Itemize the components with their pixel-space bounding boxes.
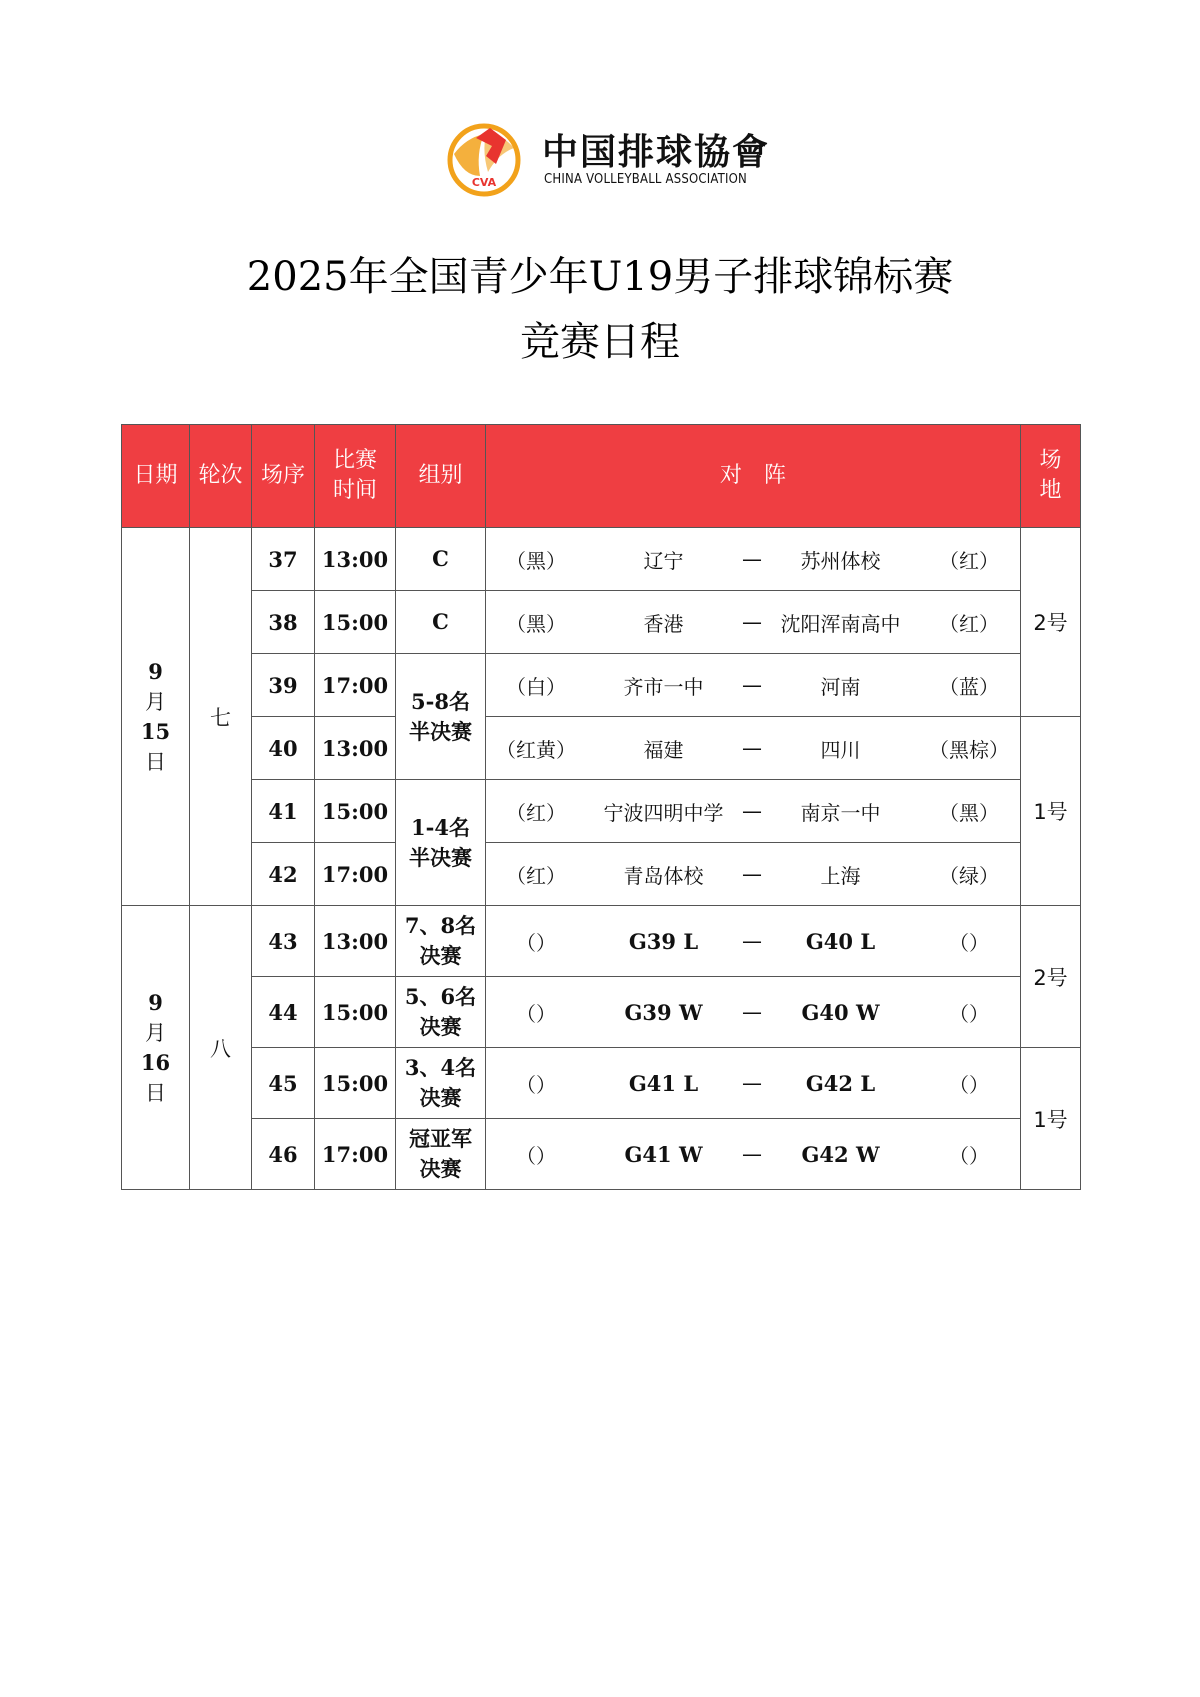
group-text: 决赛 xyxy=(419,1157,462,1181)
group-cell xyxy=(396,1048,486,1119)
cva-logo xyxy=(446,120,771,200)
team2-color: （） xyxy=(949,1143,989,1168)
table-row xyxy=(122,717,1081,780)
vs-dash: — xyxy=(742,1142,762,1166)
match-cell xyxy=(486,717,1021,780)
team2-name: G40 W xyxy=(801,999,880,1025)
time-cell: 15:00 xyxy=(315,591,396,654)
team2-color: （绿） xyxy=(939,863,999,888)
team2-color: （） xyxy=(949,1001,989,1026)
date-text: 9 xyxy=(148,989,163,1015)
venue-cell: 2号 xyxy=(1021,906,1081,1048)
match-cell xyxy=(486,528,1021,591)
seq-cell: 42 xyxy=(252,843,315,906)
emblem-text: CVA xyxy=(471,176,497,189)
header-round: 轮次 xyxy=(190,425,252,528)
time-cell: 15:00 xyxy=(315,780,396,843)
header-match: 对 阵 xyxy=(486,425,1021,528)
vs-dash: — xyxy=(742,862,762,886)
group-text: 决赛 xyxy=(419,1014,462,1039)
time-cell: 13:00 xyxy=(315,717,396,780)
table-row xyxy=(122,780,1081,843)
team1-color: （红） xyxy=(506,863,566,888)
group-text: 决赛 xyxy=(419,1085,462,1110)
time-cell: 17:00 xyxy=(315,654,396,717)
team2-color: （黑棕） xyxy=(929,737,1009,762)
team1-color: （） xyxy=(516,930,556,955)
date-cell xyxy=(122,906,190,1190)
group-cell xyxy=(396,1119,486,1190)
time-cell: 15:00 xyxy=(315,977,396,1048)
header-venue xyxy=(1021,425,1081,528)
match-cell xyxy=(486,843,1021,906)
seq-cell: 40 xyxy=(252,717,315,780)
venue-cell: 2号 xyxy=(1021,528,1081,717)
match-cell xyxy=(486,591,1021,654)
header-date: 日期 xyxy=(122,425,190,528)
seq-cell: 44 xyxy=(252,977,315,1048)
team1-name: 福建 xyxy=(643,737,684,762)
time-cell: 13:00 xyxy=(315,906,396,977)
team2-color: （红） xyxy=(939,548,999,573)
date-cell xyxy=(122,528,190,906)
match-cell xyxy=(486,1048,1021,1119)
schedule-table xyxy=(121,424,1081,1190)
team2-name: 四川 xyxy=(820,737,861,762)
team1-name: G41 L xyxy=(628,1070,699,1096)
table-row xyxy=(122,1119,1081,1190)
seq-cell: 41 xyxy=(252,780,315,843)
team2-name: 河南 xyxy=(820,674,861,699)
table-row xyxy=(122,977,1081,1048)
team1-color: （白） xyxy=(506,674,566,699)
vs-dash: — xyxy=(742,1071,762,1095)
team1-name: G41 W xyxy=(624,1141,703,1167)
table-row xyxy=(122,591,1081,654)
team1-name: G39 L xyxy=(628,928,699,954)
match-cell xyxy=(486,1119,1021,1190)
table-row xyxy=(122,528,1081,591)
group-cell: C xyxy=(396,528,486,591)
team1-color: （红） xyxy=(506,800,566,825)
header-seq: 场序 xyxy=(252,425,315,528)
team1-name: 辽宁 xyxy=(643,548,684,573)
date-text: 月 xyxy=(145,689,166,714)
vs-dash: — xyxy=(742,1000,762,1024)
vs-dash: — xyxy=(742,736,762,760)
group-text: 5-8名 xyxy=(411,688,470,714)
team1-color: （红黄） xyxy=(496,737,576,762)
table-row xyxy=(122,1048,1081,1119)
team2-name: G42 L xyxy=(805,1070,876,1096)
group-cell xyxy=(396,977,486,1048)
team1-color: （） xyxy=(516,1143,556,1168)
team1-color: （黑） xyxy=(506,548,566,573)
group-text: 半决赛 xyxy=(409,844,472,870)
group-text: 1-4名 xyxy=(411,814,470,840)
page-subtitle: 竞赛日程 xyxy=(520,319,680,365)
header-time xyxy=(315,425,396,528)
volleyball-emblem-icon xyxy=(446,120,526,200)
group-cell xyxy=(396,906,486,977)
date-text: 15 xyxy=(140,718,171,744)
seq-cell: 39 xyxy=(252,654,315,717)
group-text: 半决赛 xyxy=(409,718,472,744)
team2-name: 南京一中 xyxy=(800,800,881,825)
group-cell xyxy=(396,654,486,780)
vs-dash: — xyxy=(742,610,762,634)
team2-name: 沈阳浑南高中 xyxy=(780,611,901,636)
team1-name: 宁波四明中学 xyxy=(603,800,724,825)
group-text: 冠亚军 xyxy=(409,1127,472,1151)
round-cell: 七 xyxy=(190,528,252,906)
header-venue-line1: 场 xyxy=(1039,448,1062,473)
date-text: 日 xyxy=(145,749,166,774)
venue-cell: 1号 xyxy=(1021,1048,1081,1190)
date-text: 日 xyxy=(145,1080,166,1105)
team2-color: （） xyxy=(949,930,989,955)
team1-name: 香港 xyxy=(643,611,684,636)
seq-cell: 43 xyxy=(252,906,315,977)
team2-name: 上海 xyxy=(820,863,861,888)
logo-chinese-name: 中国排球協會 xyxy=(542,132,771,173)
group-cell: C xyxy=(396,591,486,654)
logo-english-name: CHINA VOLLEYBALL ASSOCIATION xyxy=(544,172,747,187)
seq-cell: 37 xyxy=(252,528,315,591)
group-text: 5、6名 xyxy=(404,984,477,1009)
table-row xyxy=(122,654,1081,717)
match-cell xyxy=(486,906,1021,977)
team1-name: 齐市一中 xyxy=(623,674,704,699)
match-cell xyxy=(486,654,1021,717)
header-time-line2: 时间 xyxy=(332,478,377,503)
seq-cell: 38 xyxy=(252,591,315,654)
vs-dash: — xyxy=(742,547,762,571)
header-group: 组别 xyxy=(396,425,486,528)
vs-dash: — xyxy=(742,929,762,953)
time-cell: 17:00 xyxy=(315,843,396,906)
team2-color: （红） xyxy=(939,611,999,636)
team1-color: （） xyxy=(516,1001,556,1026)
match-cell xyxy=(486,780,1021,843)
header-row xyxy=(122,425,1081,528)
date-text: 9 xyxy=(148,658,163,684)
team2-name: G42 W xyxy=(801,1141,880,1167)
venue-cell: 1号 xyxy=(1021,717,1081,906)
header-time-line1: 比赛 xyxy=(332,448,377,473)
seq-cell: 46 xyxy=(252,1119,315,1190)
vs-dash: — xyxy=(742,799,762,823)
round-cell: 八 xyxy=(190,906,252,1190)
vs-dash: — xyxy=(742,673,762,697)
team2-name: 苏州体校 xyxy=(800,548,881,573)
date-text: 16 xyxy=(140,1049,171,1075)
time-cell: 15:00 xyxy=(315,1048,396,1119)
group-text: 3、4名 xyxy=(404,1055,477,1080)
time-cell: 17:00 xyxy=(315,1119,396,1190)
date-text: 月 xyxy=(145,1020,166,1045)
team1-color: （） xyxy=(516,1072,556,1097)
team2-color: （黑） xyxy=(939,800,999,825)
team1-name: 青岛体校 xyxy=(623,863,704,888)
table-row xyxy=(122,906,1081,977)
team2-name: G40 L xyxy=(805,928,876,954)
seq-cell: 45 xyxy=(252,1048,315,1119)
team1-color: （黑） xyxy=(506,611,566,636)
group-text: 决赛 xyxy=(419,943,462,968)
group-text: 7、8名 xyxy=(404,913,477,938)
time-cell: 13:00 xyxy=(315,528,396,591)
group-cell xyxy=(396,780,486,906)
team2-color: （蓝） xyxy=(939,674,999,699)
team1-name: G39 W xyxy=(624,999,703,1025)
page-title: 2025年全国青少年U19男子排球锦标赛 xyxy=(246,254,954,300)
team2-color: （） xyxy=(949,1072,989,1097)
match-cell xyxy=(486,977,1021,1048)
table-row xyxy=(122,843,1081,906)
header-venue-line2: 地 xyxy=(1039,478,1062,503)
